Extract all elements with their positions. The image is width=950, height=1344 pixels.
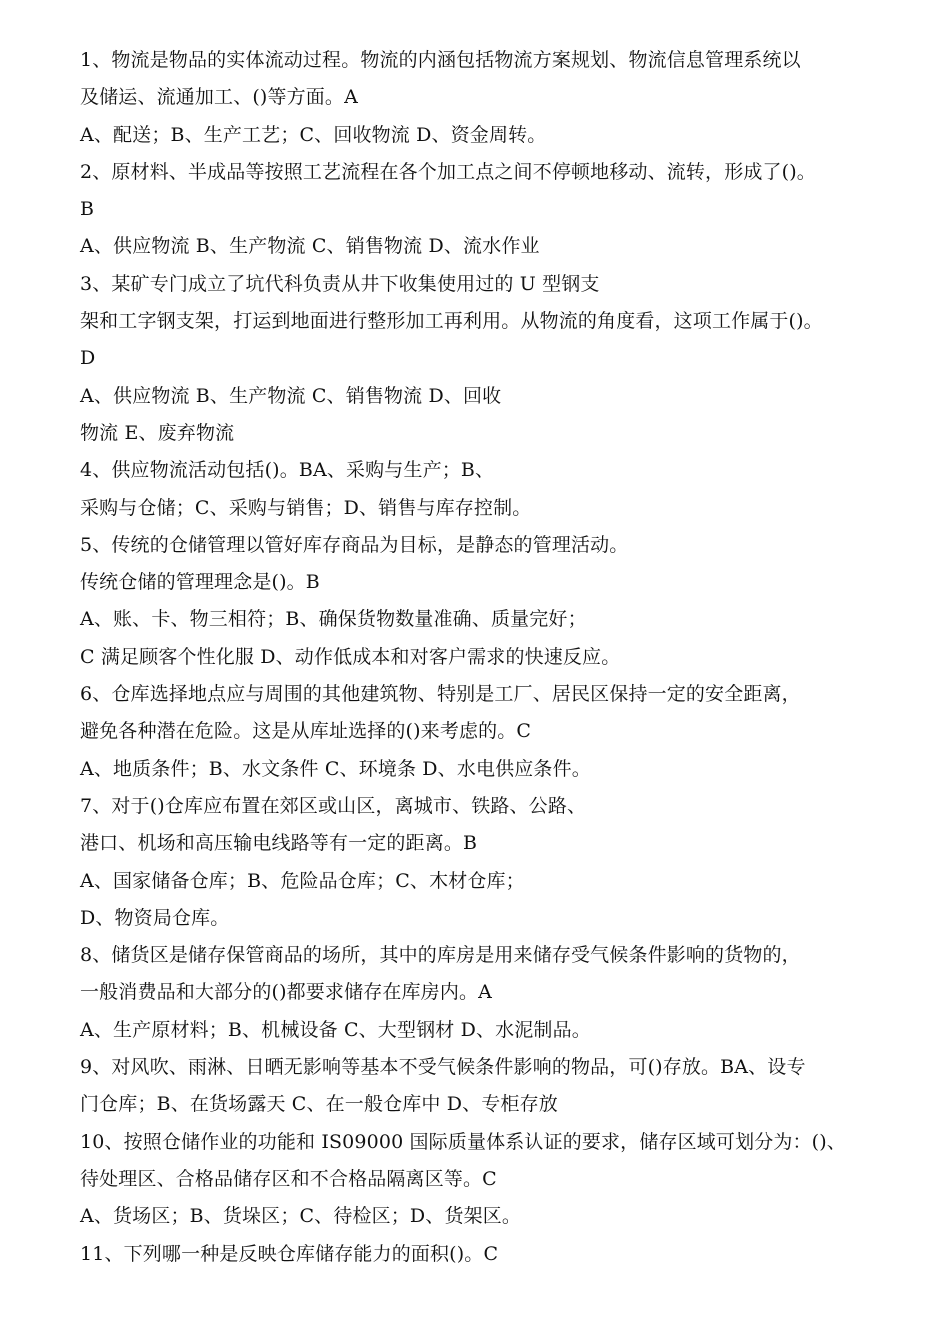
text-line: A、供应物流 B、生产物流 C、销售物流 D、回收 bbox=[80, 384, 502, 407]
text-line: A、账、卡、物三相符；B、确保货物数量准确、质量完好； bbox=[80, 608, 587, 631]
text-line: B bbox=[80, 198, 95, 221]
text-line: C 满足顾客个性化服 D、动作低成本和对客户需求的快速反应。 bbox=[80, 645, 621, 668]
text-line: 2、原材料、半成品等按照工艺流程在各个加工点之间不停顿地移动、流转，形成了()。 bbox=[80, 160, 816, 183]
text-line: A、配送；B、生产工艺；C、回收物流 D、资金周转。 bbox=[80, 123, 547, 146]
text-line: 8、储货区是储存保管商品的场所，其中的库房是用来储存受气候条件影响的货物的， bbox=[80, 944, 801, 967]
text-line: 物流 E、废弃物流 bbox=[80, 421, 235, 444]
text-line: 及储运、流通加工、()等方面。A bbox=[80, 86, 358, 109]
text-line: 一般消费品和大部分的()都要求储存在库房内。A bbox=[80, 981, 492, 1004]
text-line: A、国家储备仓库；B、危险品仓库；C、木材仓库； bbox=[80, 869, 525, 892]
text-line: 5、传统的仓储管理以管好库存商品为目标，是静态的管理活动。 bbox=[80, 533, 629, 556]
text-line: 9、对风吹、雨淋、日晒无影响等基本不受气候条件影响的物品，可()存放。BA、设专 bbox=[80, 1056, 806, 1079]
text-line: 10、按照仓储作业的功能和 IS09000 国际质量体系认证的要求，储存区域可划分为：()、 bbox=[80, 1130, 846, 1153]
text-line: 4、供应物流活动包括()。BA、采购与生产；B、 bbox=[80, 459, 495, 482]
text-line: D bbox=[80, 347, 96, 370]
text-line: 传统仓储的管理理念是()。B bbox=[80, 571, 320, 594]
text-line: 避免各种潜在危险。这是从库址选择的()来考虑的。C bbox=[80, 720, 532, 743]
text-line: 7、对于()仓库应布置在郊区或山区，离城市、铁路、公路、 bbox=[80, 794, 587, 817]
text-line: A、货场区；B、货垛区；C、待检区；D、货架区。 bbox=[80, 1205, 522, 1228]
text-line: 港口、机场和高压输电线路等有一定的距离。B bbox=[80, 832, 478, 855]
text-line: 11、下列哪一种是反映仓库储存能力的面积()。C bbox=[80, 1242, 499, 1265]
text-line: 架和工字钢支架，打运到地面进行整形加工再利用。从物流的角度看，这项工作属于()。 bbox=[80, 310, 823, 333]
text-line: 采购与仓储；C、采购与销售；D、销售与库存控制。 bbox=[80, 496, 532, 519]
text-line: 6、仓库选择地点应与周围的其他建筑物、特别是工厂、居民区保持一定的安全距离， bbox=[80, 683, 801, 706]
text-line: 3、某矿专门成立了坑代科负责从井下收集使用过的 U 型钢支 bbox=[80, 272, 600, 295]
text-line: 1、物流是物品的实体流动过程。物流的内涵包括物流方案规划、物流信息管理系统以 bbox=[80, 49, 801, 71]
document-body bbox=[80, 42, 880, 1273]
text-line: A、地质条件；B、水文条件 C、环境条 D、水电供应条件。 bbox=[80, 757, 591, 780]
text-line: A、供应物流 B、生产物流 C、销售物流 D、流水作业 bbox=[80, 235, 540, 258]
text-line: D、物资局仓库。 bbox=[80, 906, 230, 929]
text-line: 待处理区、合格品储存区和不合格品隔离区等。C bbox=[80, 1167, 497, 1190]
text-line: 门仓库；B、在货场露天 C、在一般仓库中 D、专柜存放 bbox=[80, 1093, 558, 1116]
text-line: A、生产原材料；B、机械设备 C、大型钢材 D、水泥制品。 bbox=[80, 1018, 591, 1041]
